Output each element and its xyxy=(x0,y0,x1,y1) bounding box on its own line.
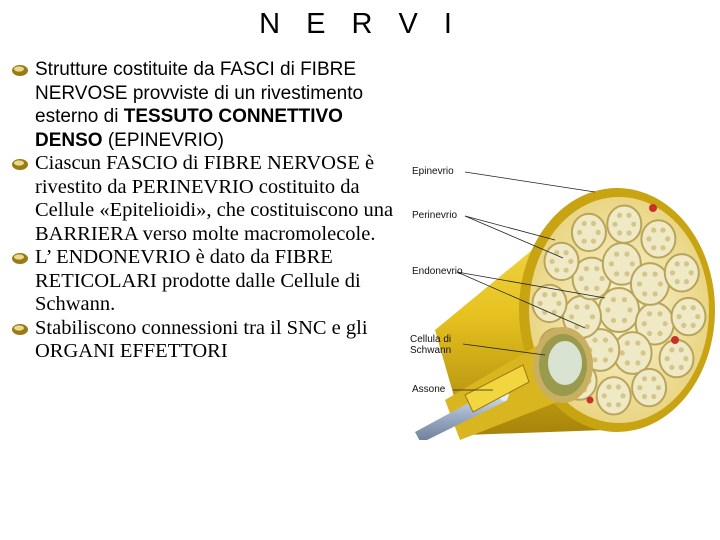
nerve-fibre xyxy=(550,259,555,264)
nerve-fibre xyxy=(590,314,595,319)
label-assone: Assone xyxy=(412,384,446,395)
nerve-fibre xyxy=(552,292,557,297)
nerve-fibre xyxy=(651,376,656,381)
nerve-fibre xyxy=(592,357,597,362)
nerve-fibre xyxy=(600,276,605,281)
nerve-fibre xyxy=(579,276,584,281)
label-endonevrio: Endonevrio xyxy=(412,266,463,277)
nerve-fibre xyxy=(542,292,547,297)
nerve-fibre xyxy=(538,301,543,306)
nerve-fibre xyxy=(622,318,627,323)
nerve-fibre xyxy=(626,213,631,218)
nerve-fibre xyxy=(616,384,621,389)
nerve-fibre xyxy=(582,221,587,226)
nerve-fibre xyxy=(602,393,607,398)
nerve-fibre xyxy=(625,341,630,346)
nerve-fibre xyxy=(594,266,599,271)
nerve-fibre xyxy=(622,297,627,302)
bullet-text xyxy=(35,58,408,152)
nerve-fibre xyxy=(569,314,574,319)
nerve-fibre xyxy=(651,228,656,233)
nerve-fibre xyxy=(635,341,640,346)
nerve-fibre xyxy=(642,321,647,326)
nerve-fibre xyxy=(627,307,632,312)
nerve-fibre xyxy=(658,281,663,286)
nerve-fibre xyxy=(603,338,608,343)
nerve-fibre xyxy=(611,318,616,323)
nerve-fibre xyxy=(582,239,587,244)
nerve-fibre xyxy=(637,281,642,286)
nerve-fibre xyxy=(625,360,630,365)
nerve-fibre xyxy=(653,272,658,277)
bullet-text-segment: L’ ENDONEVRIO è dato da FIBRE RETICOLARI prodotte dalle Cellule di Schwann. xyxy=(35,246,361,315)
nerve-fibre xyxy=(679,347,684,352)
nerve-fibre xyxy=(554,268,559,273)
nerve-fibre xyxy=(568,259,573,264)
nerve-fibre xyxy=(642,394,647,399)
nerve-fibre xyxy=(635,360,640,365)
nerve-fibre xyxy=(591,239,596,244)
nerve-fibre xyxy=(616,402,621,407)
nerve-fibre xyxy=(594,286,599,291)
nerve-fibre xyxy=(592,338,597,343)
nerve-fibre xyxy=(611,297,616,302)
nerve-fibre xyxy=(617,213,622,218)
nerve-fibre xyxy=(670,270,675,275)
nerve-fibre xyxy=(591,221,596,226)
blood-vessel xyxy=(587,397,594,404)
nerve-fibre xyxy=(669,365,674,370)
nerve-fibre xyxy=(614,271,619,276)
nerve-fibre xyxy=(620,393,625,398)
nerve-fibre xyxy=(637,385,642,390)
nerve-fibre xyxy=(695,314,700,319)
nerve-fibre xyxy=(681,323,686,328)
bullet-marker-icon xyxy=(11,322,29,336)
bullet-text-segment: Stabiliscono connessioni tra il SNC e gli ORGANI EFFETTORI xyxy=(35,316,368,362)
nerve-fibre xyxy=(647,331,652,336)
slide-title: N E R V I xyxy=(259,8,461,40)
schwann-cell-layer xyxy=(548,341,582,385)
nerve-fibre xyxy=(665,356,670,361)
label-perinevrio: Perinevrio xyxy=(412,210,458,221)
nerve-fibre xyxy=(631,222,636,227)
blood-vessel xyxy=(649,204,657,212)
nerve-fibre xyxy=(620,350,625,355)
nerve-fibre xyxy=(651,245,656,250)
nerve-fibre xyxy=(663,321,668,326)
bullet-list xyxy=(8,58,408,364)
nerve-fibre xyxy=(689,270,694,275)
bullet-text xyxy=(35,246,408,317)
nerve-fibre xyxy=(606,384,611,389)
nerve-fibre xyxy=(679,365,684,370)
nerve-fibre xyxy=(657,331,662,336)
nerve-fibre xyxy=(675,279,680,284)
nerve-fibre xyxy=(614,252,619,257)
nerve-fibre xyxy=(617,230,622,235)
nerve-fibre xyxy=(585,324,590,329)
bullet-marker-icon xyxy=(11,251,29,265)
nerve-fibre xyxy=(574,304,579,309)
bullet-text-segment: Strutture costituite da FASCI di FIBRE NERVOSE provviste di un rivestimento esterno di xyxy=(35,59,364,127)
nerve-fibre xyxy=(684,261,689,266)
bullet-text-segment: Ciascun FASCIO di FIBRE NERVOSE è rivestito da PERINEVRIO costituito da Cellule «Epitelioidi», che costituiscono una BARRIERA verso molte macromolecole. xyxy=(35,152,394,245)
nerve-fibre xyxy=(656,385,661,390)
nerve-fibre xyxy=(641,350,646,355)
nerve-fibre xyxy=(669,347,674,352)
nerve-fibre xyxy=(653,291,658,296)
nerve-cross-section-figure xyxy=(405,150,720,440)
nerve-fibre xyxy=(585,304,590,309)
nerve-fibre xyxy=(684,279,689,284)
nerve-fibre xyxy=(681,305,686,310)
nerve-fibre xyxy=(603,357,608,362)
bullet-item xyxy=(8,246,408,317)
nerve-fibre xyxy=(584,266,589,271)
nerve-fibre xyxy=(577,230,582,235)
bullet-item xyxy=(8,58,408,152)
blood-vessel xyxy=(671,336,679,344)
nerve-illustration xyxy=(405,150,720,440)
nerve-fibre xyxy=(608,347,613,352)
fascicle xyxy=(631,263,669,305)
nerve-fibre xyxy=(626,230,631,235)
nerve-fibre xyxy=(596,230,601,235)
nerve-fibre xyxy=(651,394,656,399)
nerve-fibre xyxy=(606,402,611,407)
nerve-fibre xyxy=(564,250,569,255)
nerve-fibre xyxy=(691,305,696,310)
nerve-fibre xyxy=(691,323,696,328)
nerve-fibre xyxy=(660,245,665,250)
nerve-fibre xyxy=(677,314,682,319)
nerve-fibre xyxy=(612,222,617,227)
nerve-fibre xyxy=(683,356,688,361)
nerve-fibre xyxy=(605,307,610,312)
nerve-fibre xyxy=(556,301,561,306)
nerve-fibre xyxy=(646,236,651,241)
bullet-marker-icon xyxy=(11,63,29,77)
nerve-fibre xyxy=(642,376,647,381)
bullet-marker-icon xyxy=(11,157,29,171)
bullet-item xyxy=(8,317,408,364)
nerve-fibre xyxy=(660,228,665,233)
nerve-fibre xyxy=(630,261,635,266)
nerve-fibre xyxy=(665,236,670,241)
bullet-item xyxy=(8,152,408,246)
nerve-fibre xyxy=(584,286,589,291)
bullet-text xyxy=(35,152,408,246)
nerve-fibre xyxy=(564,268,569,273)
bullet-text xyxy=(35,317,408,364)
nerve-fibre xyxy=(657,311,662,316)
nerve-fibre xyxy=(642,272,647,277)
nerve-fibre xyxy=(642,291,647,296)
bullet-text-segment: (EPINEVRIO) xyxy=(102,129,224,151)
label-cellula-di-schwann: Cellula di Schwann xyxy=(410,334,452,356)
bullet-text-bold: TESSUTO CONNETTIVO DENSO xyxy=(35,106,343,151)
nerve-fibre xyxy=(675,261,680,266)
nerve-fibre xyxy=(624,271,629,276)
nerve-fibre xyxy=(647,311,652,316)
nerve-fibre xyxy=(609,261,614,266)
nerve-fibre xyxy=(624,252,629,257)
label-epinevrio: Epinevrio xyxy=(412,166,454,177)
